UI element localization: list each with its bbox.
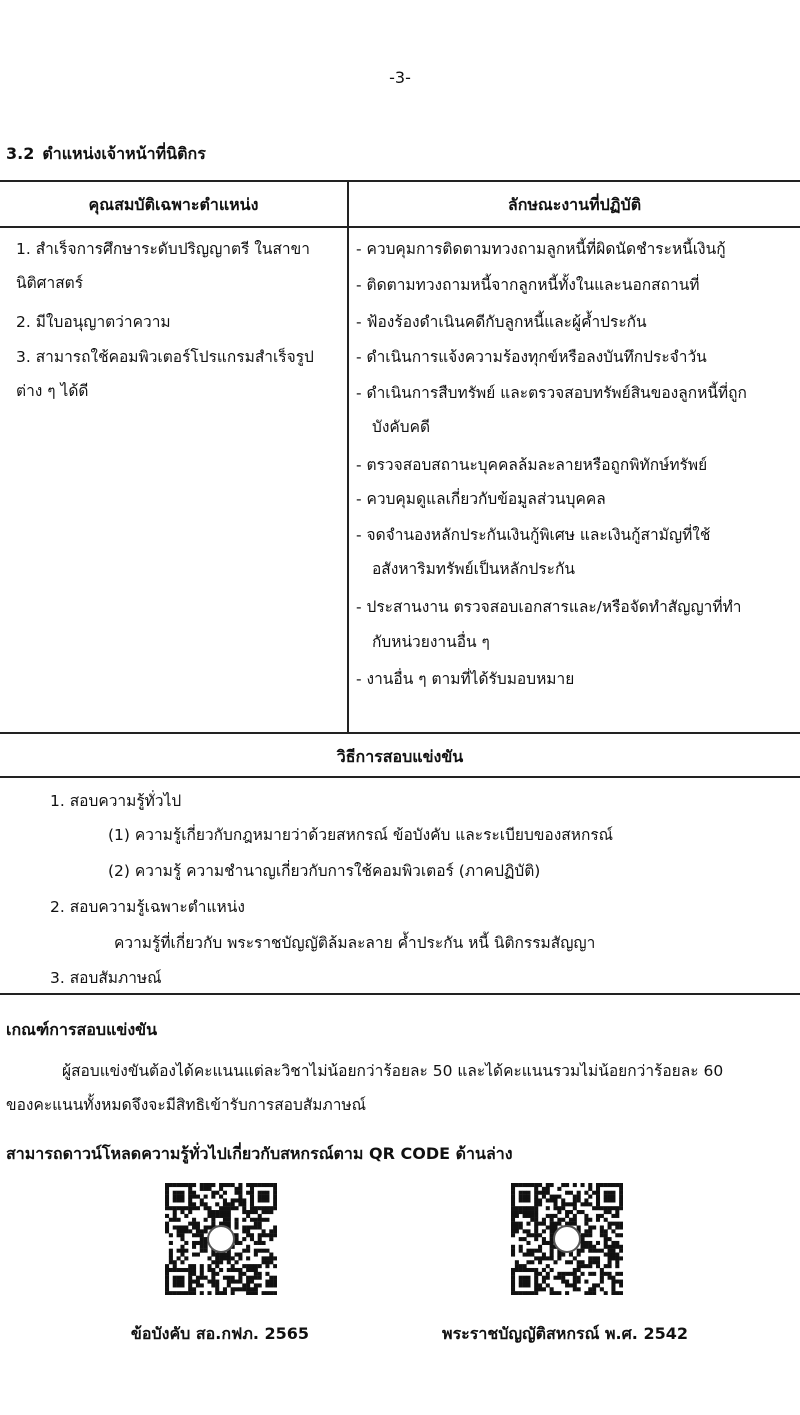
duty-line: - ติดตามทวงถามหนี้จากลูกหนี้ทั้งในและนอกสถานที่ bbox=[356, 276, 700, 294]
method-line: ความรู้ที่เกี่ยวกับ พระราชบัญญัติล้มละลาย ค้ำประกัน หนี้ นิติกรรมสัญญา bbox=[114, 934, 596, 952]
methods-header: วิธีการสอบแข่งขัน bbox=[336, 747, 464, 766]
section-title: ตำแหน่งเจ้าหน้าที่นิติกร bbox=[42, 144, 206, 163]
duty-line: - ดำเนินการแจ้งความร้องทุกข์หรือลงบันทึกประจำวัน bbox=[356, 348, 707, 366]
table-border-bottom bbox=[0, 993, 800, 995]
qr-code-icon bbox=[165, 1183, 277, 1295]
duty-line: อสังหาริมทรัพย์เป็นหลักประกัน bbox=[372, 560, 575, 578]
criteria-title: เกณฑ์การสอบแข่งขัน bbox=[6, 1020, 158, 1039]
header-divider bbox=[0, 226, 800, 228]
method-line: (2) ความรู้ ความชำนาญเกี่ยวกับการใช้คอมพิวเตอร์ (ภาคปฏิบัติ) bbox=[108, 862, 541, 880]
position-table bbox=[0, 180, 800, 995]
method-line: 3. สอบสัมภาษณ์ bbox=[50, 969, 162, 987]
duty-line: - ควบคุมดูแลเกี่ยวกับข้อมูลส่วนบุคคล bbox=[356, 490, 606, 508]
duty-line: - จดจำนองหลักประกันเงินกู้พิเศษ และเงินกู้สามัญที่ใช้ bbox=[356, 526, 711, 544]
duty-line: - ตรวจสอบสถานะบุคคลล้มละลายหรือถูกพิทักษ์ทรัพย์ bbox=[356, 456, 708, 474]
header-duties: ลักษณะงานที่ปฏิบัติ bbox=[507, 195, 642, 214]
table-border-top bbox=[0, 180, 800, 182]
qr-heading: สามารถดาวน์โหลดความรู้ทั่วไปเกี่ยวกับสหกรณ์ตาม QR CODE ด้านล่าง bbox=[6, 1144, 513, 1163]
method-line: 2. สอบความรู้เฉพาะตำแหน่ง bbox=[50, 898, 245, 916]
duty-line: - ฟ้องร้องดำเนินคดีกับลูกหนี้และผู้ค้ำประกัน bbox=[356, 313, 647, 331]
duty-line: กับหน่วยงานอื่น ๆ bbox=[372, 633, 490, 651]
qr-code-bylaws[interactable] bbox=[165, 1183, 277, 1295]
method-line: 1. สอบความรู้ทั่วไป bbox=[50, 792, 182, 810]
column-divider bbox=[347, 180, 349, 732]
qr-code-icon bbox=[511, 1183, 623, 1295]
qr-caption-cooperative-act: พระราชบัญญัติสหกรณ์ พ.ศ. 2542 bbox=[442, 1324, 688, 1343]
qualification-line: นิติศาสตร์ bbox=[16, 274, 84, 292]
duty-line: - ดำเนินการสืบทรัพย์ และตรวจสอบทรัพย์สินของลูกหนี้ที่ถูก bbox=[356, 384, 747, 402]
criteria-line-1: ผู้สอบแข่งขันต้องได้คะแนนแต่ละวิชาไม่น้อยกว่าร้อยละ 50 และได้คะแนนรวมไม่น้อยกว่าร้อยละ 60 bbox=[62, 1062, 724, 1080]
duty-line: บังคับคดี bbox=[372, 418, 431, 436]
duty-line: - งานอื่น ๆ ตามที่ได้รับมอบหมาย bbox=[356, 670, 575, 688]
method-line: (1) ความรู้เกี่ยวกับกฎหมายว่าด้วยสหกรณ์ ข้อบังคับ และระเบียบของสหกรณ์ bbox=[108, 826, 614, 844]
qr-caption-bylaws: ข้อบังคับ สอ.กฟภ. 2565 bbox=[130, 1324, 310, 1343]
qualification-line: 2. มีใบอนุญาตว่าความ bbox=[16, 313, 171, 331]
page-number: -3- bbox=[389, 68, 411, 87]
header-qualifications: คุณสมบัติเฉพาะตำแหน่ง bbox=[88, 195, 259, 214]
methods-divider-bottom bbox=[0, 776, 800, 778]
qualification-line: ต่าง ๆ ได้ดี bbox=[16, 382, 89, 400]
qualification-line: 1. สำเร็จการศึกษาระดับปริญญาตรี ในสาขา bbox=[16, 240, 310, 258]
criteria-line-2: ของคะแนนทั้งหมดจึงจะมีสิทธิเข้ารับการสอบสัมภาษณ์ bbox=[6, 1096, 367, 1114]
section-heading bbox=[6, 142, 206, 167]
methods-divider-top bbox=[0, 732, 800, 734]
section-number: 3.2 bbox=[6, 144, 35, 163]
duty-line: - ประสานงาน ตรวจสอบเอกสารและ/หรือจัดทำสัญญาที่ทำ bbox=[356, 598, 742, 616]
qr-code-cooperative-act[interactable] bbox=[511, 1183, 623, 1295]
qualification-line: 3. สามารถใช้คอมพิวเตอร์โปรแกรมสำเร็จรูป bbox=[16, 348, 314, 366]
duty-line: - ควบคุมการติดตามทวงถามลูกหนี้ที่ผิดนัดชำระหนี้เงินกู้ bbox=[356, 240, 726, 258]
